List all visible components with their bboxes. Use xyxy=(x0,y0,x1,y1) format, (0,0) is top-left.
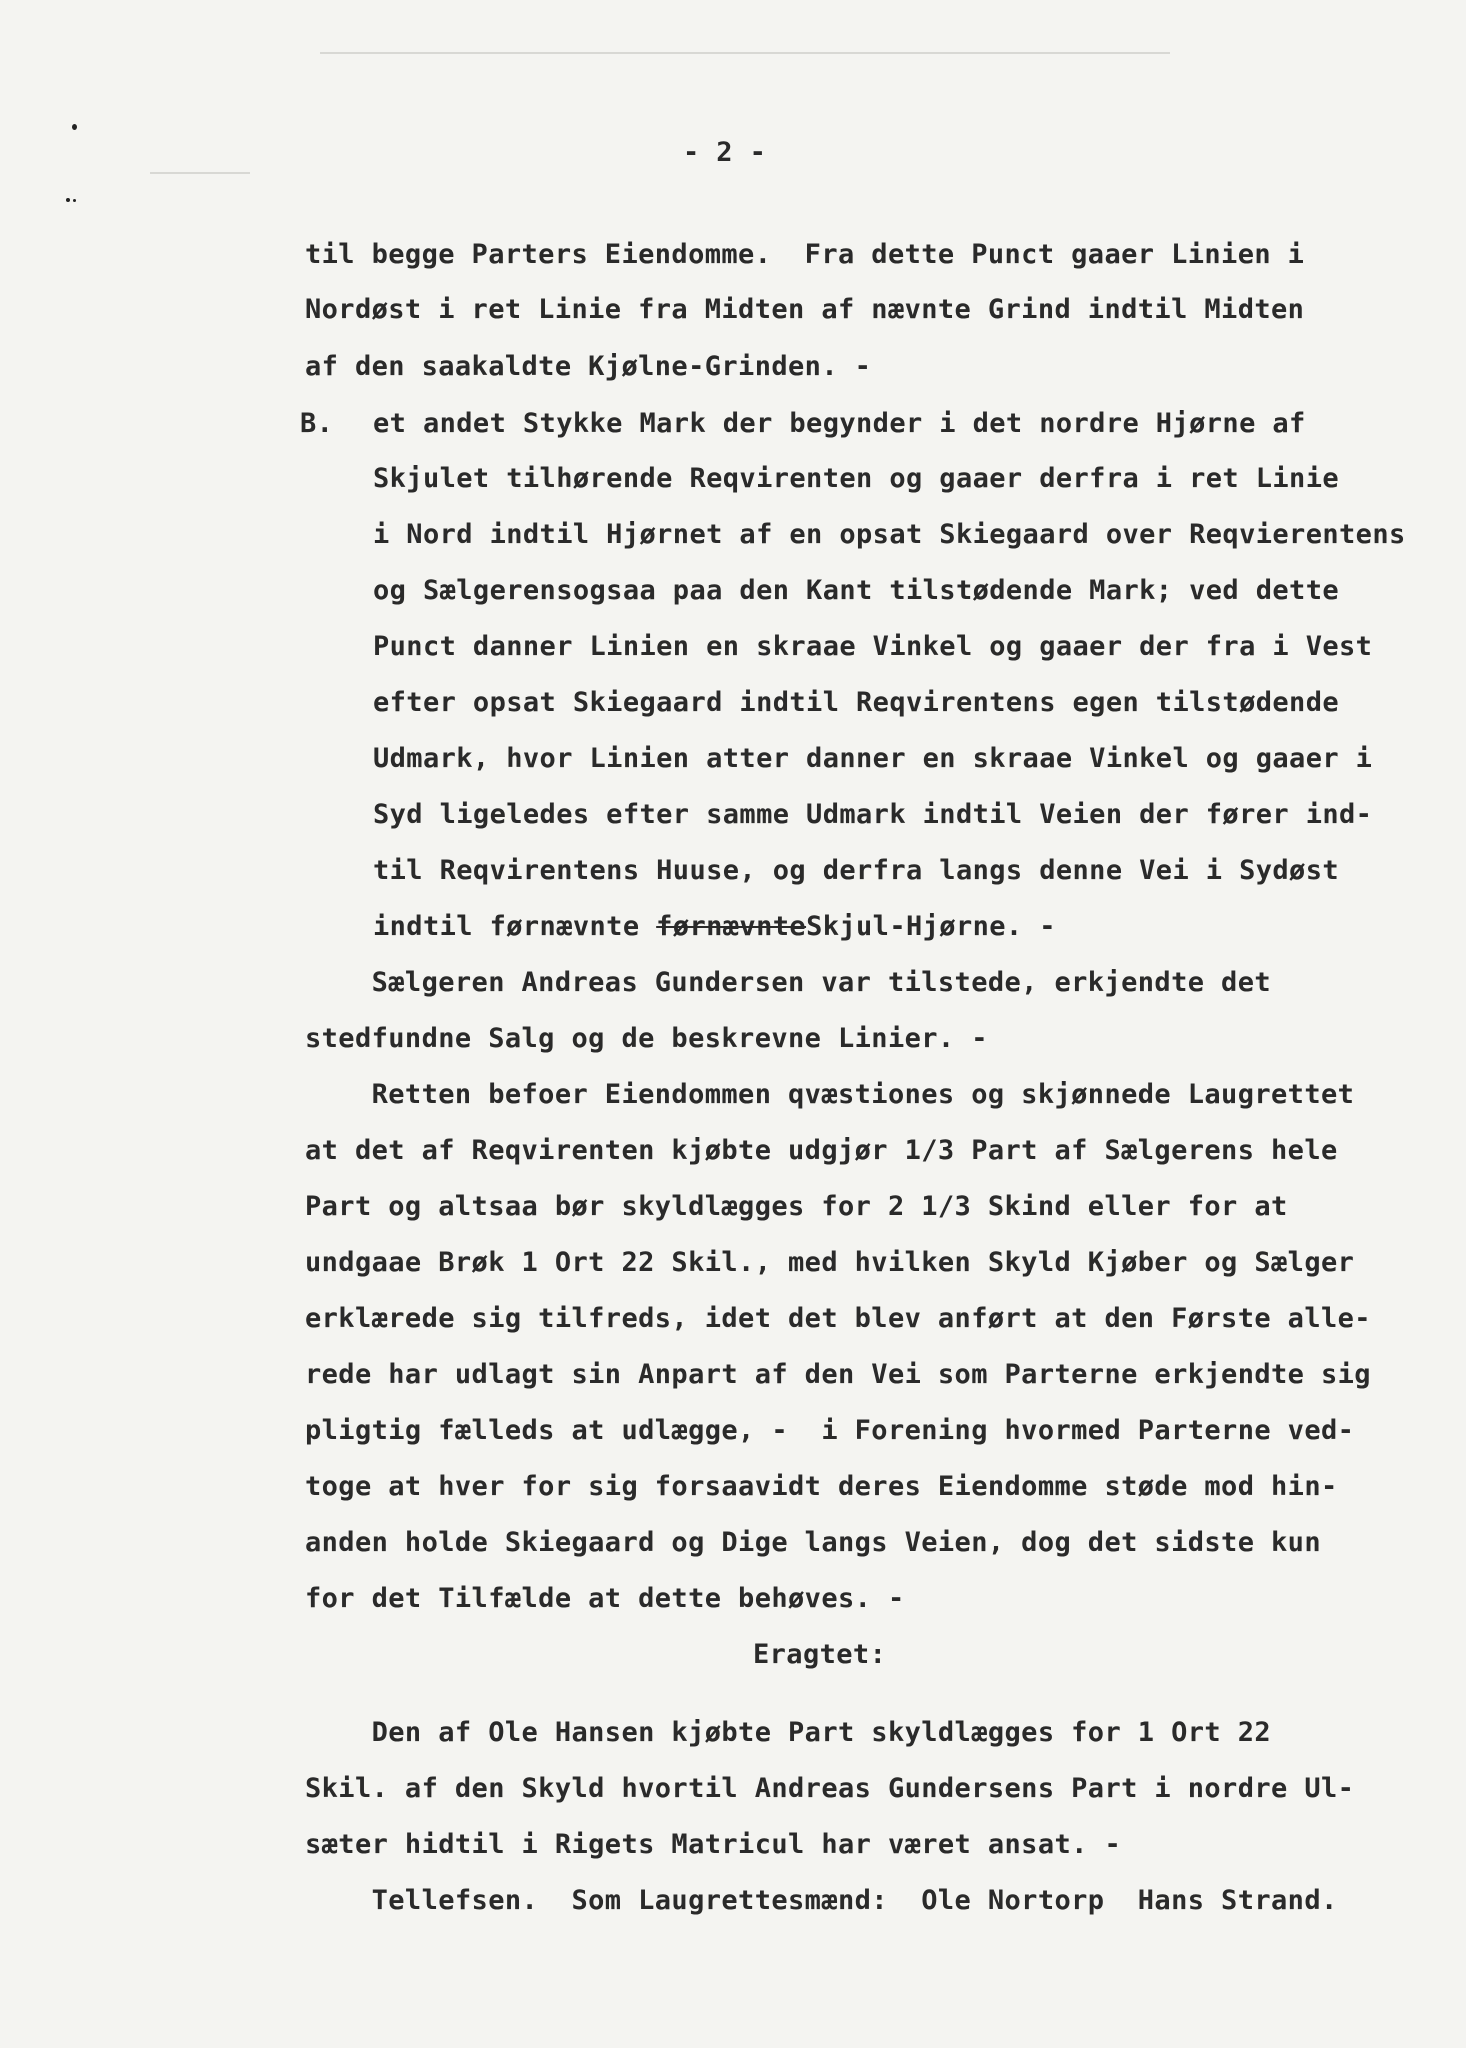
struck-out-word: førnævnte xyxy=(656,911,807,942)
verdict-heading: Eragtet: xyxy=(753,1639,887,1670)
text-line: Nordøst i ret Linie fra Midten af nævnte Grind indtil Midten xyxy=(305,294,1305,325)
text-line: til begge Parters Eiendomme. Fra dette Punct gaaer Linien i xyxy=(305,239,1305,270)
margin-mark xyxy=(73,199,76,202)
text-line: Retten befoer Eiendommen qvæstiones og skjønnede Laugrettet xyxy=(305,1079,1355,1110)
faint-rule xyxy=(150,172,250,174)
text-line: toge at hver for sig forsaavidt deres Eiendomme støde mod hin- xyxy=(305,1471,1338,1502)
text-line: Punct danner Linien en skraae Vinkel og gaaer der fra i Vest xyxy=(373,631,1373,662)
signatures-line: Tellefsen. Som Laugrettesmænd: Ole Nortorp Hans Strand. xyxy=(305,1885,1338,1916)
text-line: efter opsat Skiegaard indtil Reqvirentens egen tilstødende xyxy=(373,687,1340,718)
text-line: Syd ligeledes efter samme Udmark indtil Veien der fører ind- xyxy=(373,799,1373,830)
margin-mark xyxy=(66,198,70,202)
text-line: af den saakaldte Kjølne-Grinden. - xyxy=(305,351,872,382)
text-line: stedfundne Salg og de beskrevne Linier. - xyxy=(305,1023,988,1054)
text-line: anden holde Skiegaard og Dige langs Veien, dog det sidste kun xyxy=(305,1527,1321,1558)
text-line: Skjulet tilhørende Reqvirenten og gaaer derfra i ret Linie xyxy=(373,463,1340,494)
margin-mark xyxy=(72,124,77,130)
text-line: Udmark, hvor Linien atter danner en skraae Vinkel og gaaer i xyxy=(373,743,1373,774)
faint-rule xyxy=(320,52,1170,54)
text-line: Sælgeren Andreas Gundersen var tilstede, erkjendte det xyxy=(305,967,1272,998)
section-label: B. xyxy=(300,408,334,439)
text-line: undgaae Brøk 1 Ort 22 Skil., med hvilken Skyld Kjøber og Sælger xyxy=(305,1247,1355,1278)
text-line: Skil. af den Skyld hvortil Andreas Gundersens Part i nordre Ul- xyxy=(305,1773,1355,1804)
text-line: i Nord indtil Hjørnet af en opsat Skiegaard over Reqvierentens xyxy=(373,519,1406,550)
text-segment: Skjul-Hjørne. - xyxy=(806,911,1056,942)
text-line: og Sælgerensogsaa paa den Kant tilstødende Mark; ved dette xyxy=(373,575,1340,606)
text-line: for det Tilfælde at dette behøves. - xyxy=(305,1583,905,1614)
text-line: pligtig fælleds at udlægge, - i Forening hvormed Parterne ved- xyxy=(305,1415,1355,1446)
text-line: til Reqvirentens Huuse, og derfra langs denne Vei i Sydøst xyxy=(373,855,1340,886)
text-line: Part og altsaa bør skyldlægges for 2 1/3 Skind eller for at xyxy=(305,1191,1288,1222)
text-segment: indtil førnævnte xyxy=(373,911,657,942)
text-line: at det af Reqvirenten kjøbte udgjør 1/3 Part af Sælgerens hele xyxy=(305,1135,1338,1166)
text-line: rede har udlagt sin Anpart af den Vei som Parterne erkjendte sig xyxy=(305,1359,1371,1390)
text-line-with-strikeout xyxy=(373,912,1056,942)
text-line: erklærede sig tilfreds, idet det blev anført at den Første alle- xyxy=(305,1303,1371,1334)
page-number: - 2 - xyxy=(683,137,767,168)
text-line: et andet Stykke Mark der begynder i det nordre Hjørne af xyxy=(373,408,1306,439)
text-line: sæter hidtil i Rigets Matricul har været ansat. - xyxy=(305,1829,1122,1860)
text-line: Den af Ole Hansen kjøbte Part skyldlægges for 1 Ort 22 xyxy=(305,1717,1272,1748)
